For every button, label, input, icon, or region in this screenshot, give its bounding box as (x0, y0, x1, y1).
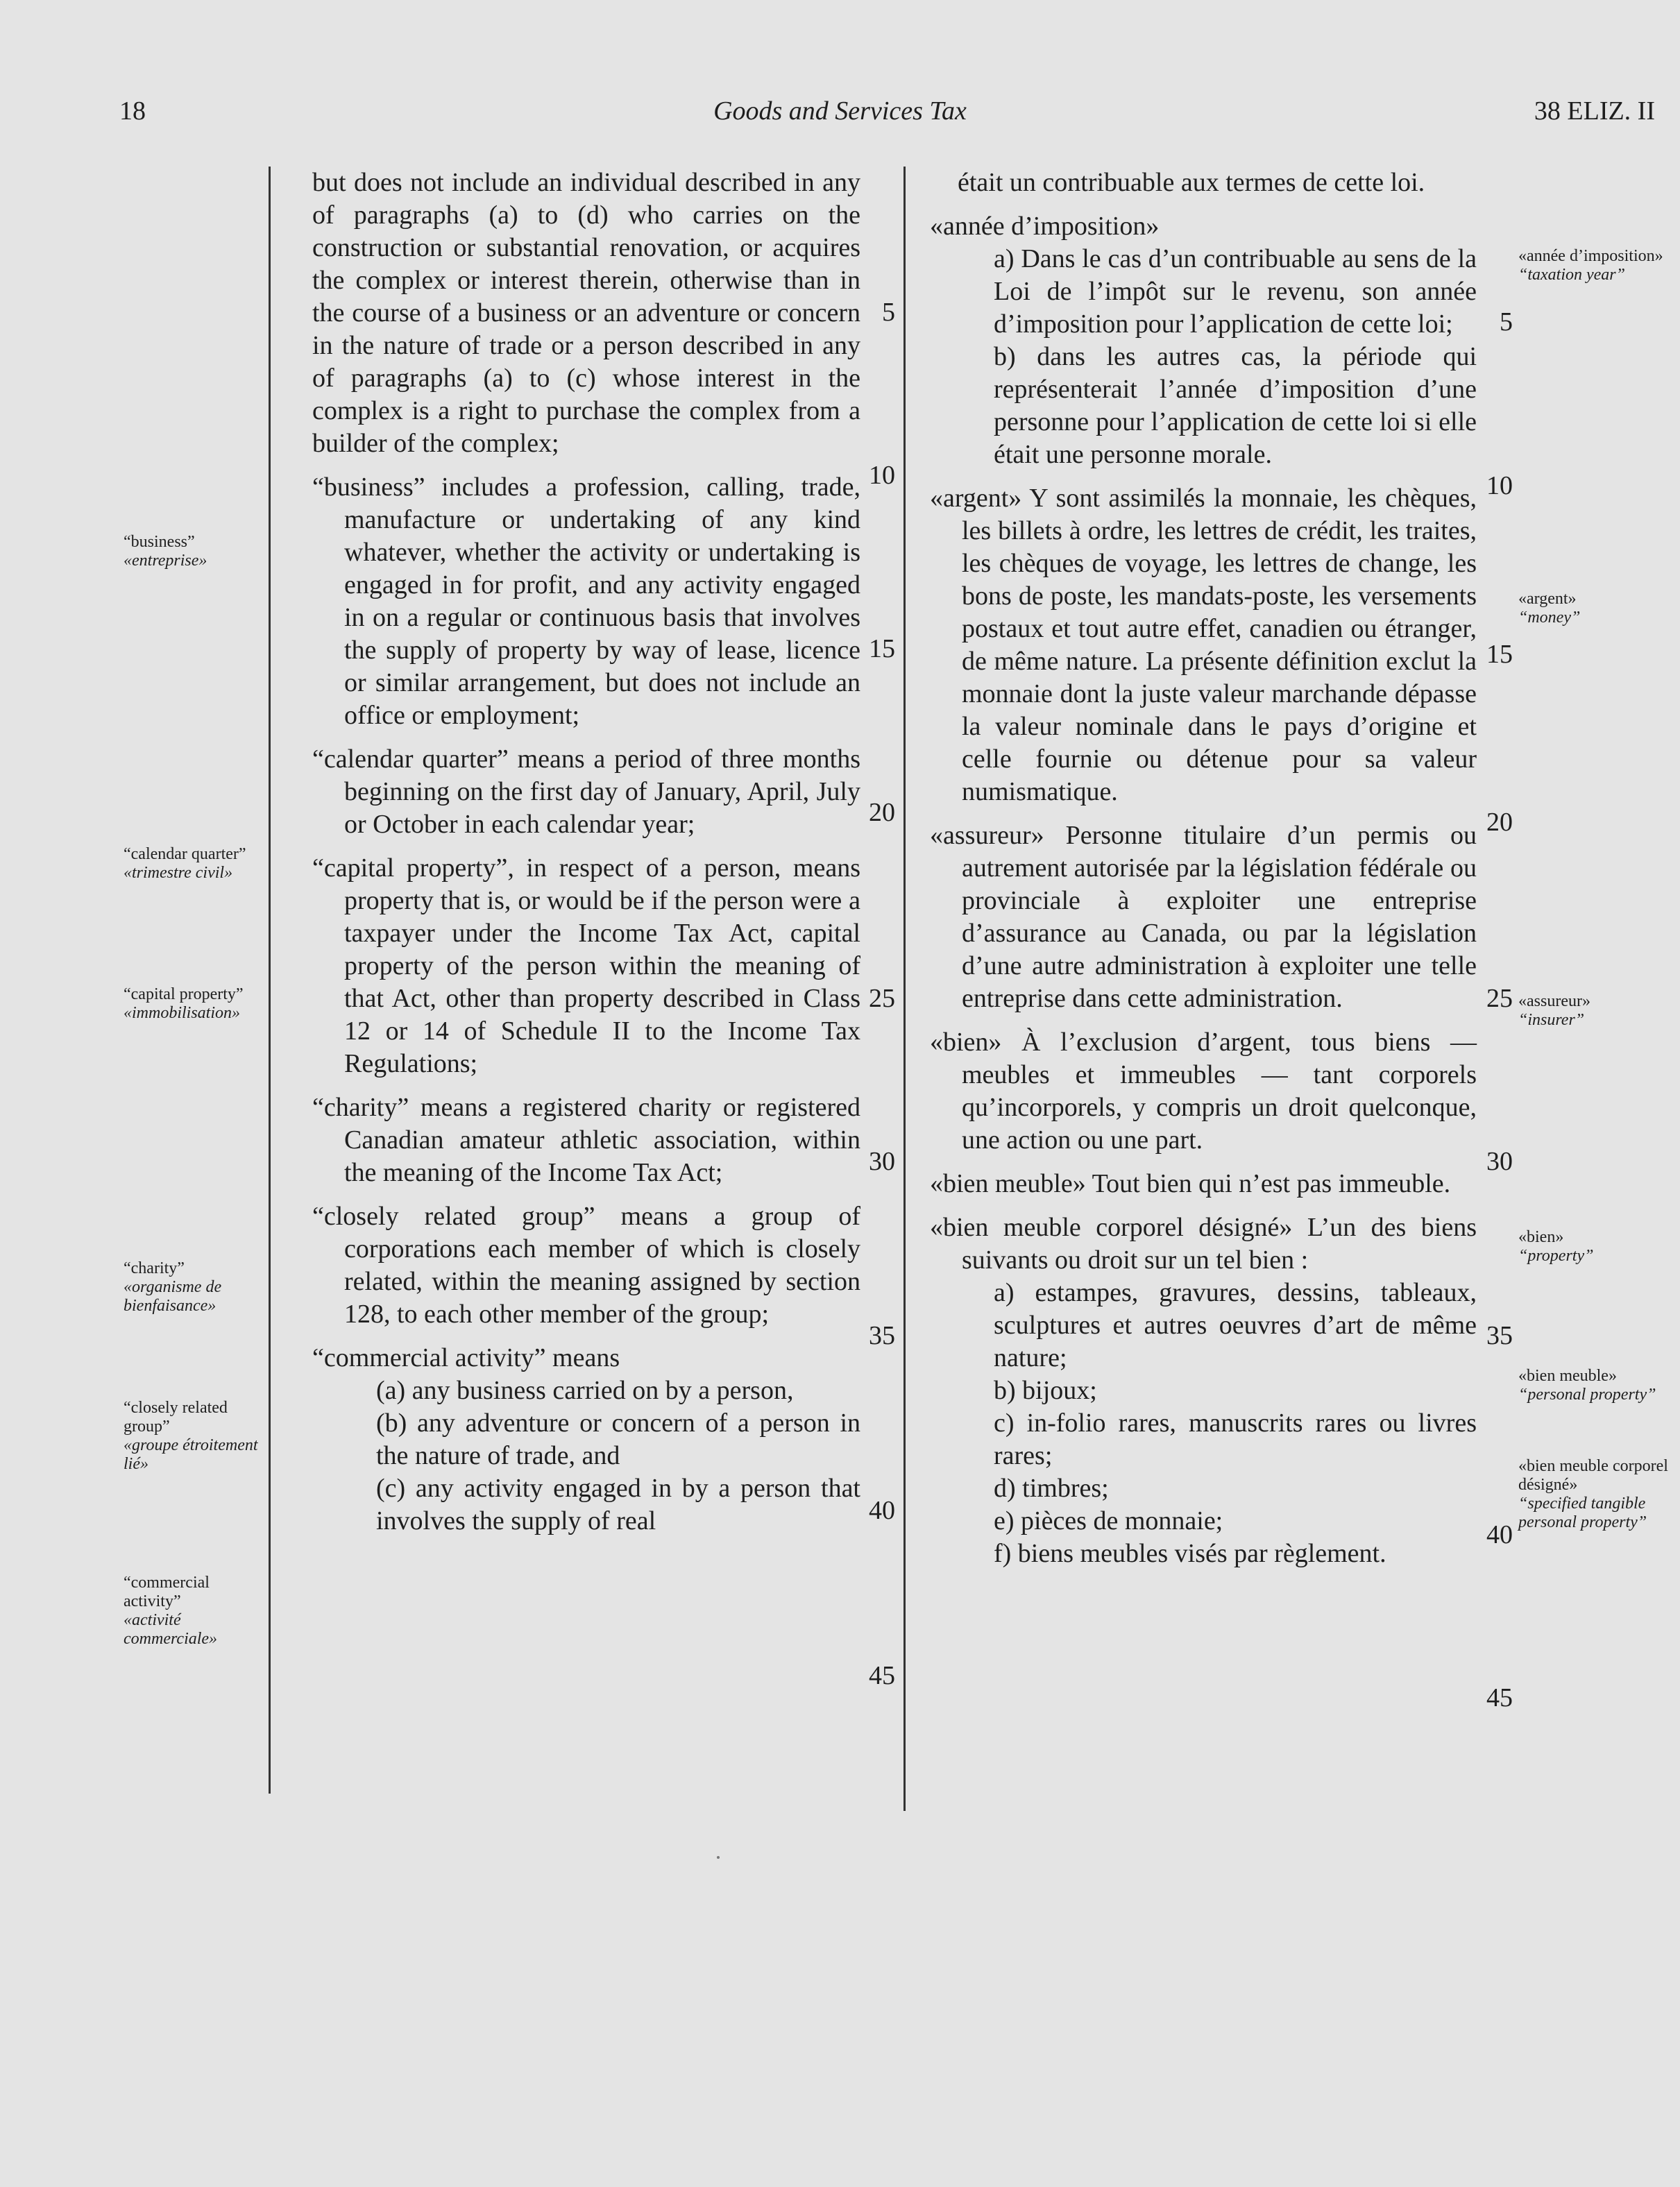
line-number: 15 (1486, 640, 1513, 669)
margin-note-commercial-activity (124, 1574, 262, 1649)
line-number: 30 (1486, 1147, 1513, 1176)
margin-note-capital-property (124, 985, 248, 1023)
margin-note-fr: «bien meuble» (1518, 1367, 1617, 1385)
paragraph-c: (c) any activity engaged in by a person that involves the supply of real (376, 1474, 860, 1535)
line-number: 20 (869, 798, 895, 827)
line-number: 5 (1500, 307, 1513, 337)
margin-note-en: “personal property” (1518, 1386, 1656, 1404)
alinea-a: a) estampes, gravures, dessins, tableaux, sculptures et autres oeuvres d’art de même nature; (994, 1278, 1477, 1372)
alinea-c: c) in-folio rares, manuscrits rares ou livres rares; (994, 1409, 1477, 1470)
margin-note-closely-related-group (124, 1399, 262, 1474)
def-bmcd-head: «bien meuble corporel désigné» L’un des biens suivants ou droit sur un tel bien : (930, 1213, 1477, 1275)
alinea-d: d) timbres; (994, 1474, 1109, 1503)
margin-note-fr: «bien meuble corporel désigné» (1518, 1457, 1668, 1494)
def-annee-imposition-head: «année d’imposition» (930, 212, 1160, 241)
paragraph-a: (a) any business carried on by a person, (376, 1376, 794, 1405)
def-bien: «bien» À l’exclusion d’argent, tous biens — meubles et immeubles — tant corporels qu’incorporels, y compris un droit quelconque, une action ou une part. (930, 1028, 1477, 1155)
margin-note-fr: «trimestre civil» (124, 864, 233, 882)
line-number: 45 (1486, 1683, 1513, 1712)
margin-note-fr: «entreprise» (124, 552, 207, 570)
margin-note-fr: «assureur» (1518, 992, 1590, 1010)
def-annee-imposition (930, 210, 1477, 471)
line-number: 25 (1486, 984, 1513, 1013)
center-column-rule (903, 167, 906, 1811)
def-closely-related-group: “closely related group” means a group of corporations each member of which is closely related, within the meaning assigned by section 128, to each other member of the group; (312, 1202, 860, 1329)
def-assureur: «assureur» Personne titulaire d’un permis ou autrement autorisée par la législation fédérale ou provinciale à exploiter une entreprise d’assurance au Canada, ou par la législation d’une autre administration à exploiter une telle entreprise dans cette administration. (930, 821, 1477, 1013)
margin-note-en: “taxation year” (1518, 266, 1625, 284)
alinea-f: f) biens meubles visés par règlement. (994, 1539, 1386, 1568)
def-argent: «argent» Y sont assimilés la monnaie, les chèques, les billets à ordre, les lettres de crédit, les traites, les chèques de voyage, les lettres de change, les bons de poste, les mandats-poste, les versements postaux et tout autre effet, canadien ou étranger, de même nature. La présente définition exclut la monnaie dont la juste valeur marchande dépasse la valeur nominale dans le pays d’origine et celle fournie ou détenue pour sa valeur numismatique. (930, 484, 1477, 806)
margin-note-en: “capital property” (124, 985, 244, 1003)
margin-note-fr: «bien» (1518, 1228, 1564, 1246)
margin-note-en: “business” (124, 533, 195, 551)
margin-note-calendar-quarter (124, 845, 262, 883)
line-number: 25 (869, 984, 895, 1013)
line-number: 40 (869, 1496, 895, 1525)
margin-note-assureur (1518, 992, 1678, 1030)
margin-note-fr: «année d’imposition» (1518, 247, 1663, 265)
line-number: 40 (1486, 1520, 1513, 1549)
margin-note-bien-meuble-corporel-designe (1518, 1457, 1678, 1532)
line-number: 35 (1486, 1321, 1513, 1350)
french-intro: était un contribuable aux termes de cette loi. (958, 168, 1425, 197)
def-commercial-activity-head: “commercial activity” means (312, 1343, 620, 1372)
alinea-a: a) Dans le cas d’un contribuable au sens de la Loi de l’impôt sur le revenu, son année d’imposition pour l’application de cette loi; (994, 244, 1477, 339)
margin-note-fr: «argent» (1518, 590, 1577, 608)
margin-note-fr: «activité commerciale» (124, 1611, 218, 1648)
alinea-b: b) bijoux; (994, 1376, 1097, 1405)
line-number: 15 (869, 634, 895, 663)
print-speck (717, 1856, 720, 1859)
english-intro: but does not include an individual described in any of paragraphs (a) to (d) who carries on the construction or substantial renovation, or acquires the complex or interest therein, otherwise than in the course of a business or an adventure or concern in the nature of trade or a person described in any of paragraphs (a) to (c) whose interest in the complex is a right to purchase the complex from a builder of the complex; (312, 168, 860, 458)
french-column (930, 167, 1477, 1581)
margin-note-fr: «groupe étroitement lié» (124, 1436, 258, 1473)
def-business: “business” includes a profession, calling, trade, manufacture or undertaking of any kind whatever, whether the activity or undertaking is engaged in for profit, and any activity engaged in on a regular or continuous basis that involves the supply of property by way of lease, licence or similar arrangement, but does not include an office or employment; (312, 473, 860, 730)
line-number: 45 (869, 1661, 895, 1690)
margin-note-bien (1518, 1228, 1678, 1266)
def-charity: “charity” means a registered charity or registered Canadian amateur athletic association, within the meaning of the Income Tax Act; (312, 1093, 860, 1187)
line-number: 5 (882, 298, 895, 327)
def-bien-meuble: «bien meuble» Tout bien qui n’est pas immeuble. (930, 1169, 1451, 1198)
margin-note-en: “property” (1518, 1247, 1594, 1265)
margin-note-en: “insurer” (1518, 1011, 1585, 1029)
paragraph-b: (b) any adventure or concern of a person in the nature of trade, and (376, 1409, 860, 1470)
margin-note-argent (1518, 590, 1678, 627)
margin-note-business (124, 533, 262, 570)
margin-note-en: “charity” (124, 1259, 185, 1277)
margin-note-bien-meuble (1518, 1367, 1678, 1404)
alinea-b: b) dans les autres cas, la période qui représenterait l’année d’imposition d’une personne pour l’application de cette loi si elle était une personne morale. (994, 342, 1477, 469)
line-number: 10 (1486, 471, 1513, 500)
def-capital-property: “capital property”, in respect of a person, means property that is, or would be if the person were a taxpayer under the Income Tax Act, capital property of the person within the meaning of that Act, other than property described in Class 12 or 14 of Schedule II to the Income Tax Regulations; (312, 853, 860, 1078)
margin-note-en: “specified tangible personal property” (1518, 1495, 1647, 1531)
margin-note-en: “commercial activity” (124, 1574, 210, 1610)
margin-note-en: “money” (1518, 609, 1581, 627)
margin-note-fr: «organisme de bienfaisance» (124, 1278, 222, 1315)
line-number: 35 (869, 1321, 895, 1350)
line-number: 30 (869, 1147, 895, 1176)
line-number: 20 (1486, 808, 1513, 837)
margin-note-en: “calendar quarter” (124, 845, 246, 863)
alinea-e: e) pièces de monnaie; (994, 1506, 1223, 1535)
left-column-rule (269, 167, 271, 1794)
margin-note-fr: «immobilisation» (124, 1004, 241, 1022)
margin-note-charity (124, 1259, 262, 1316)
regnal-year: 38 ELIZ. II (1534, 96, 1655, 126)
def-calendar-quarter: “calendar quarter” means a period of three months beginning on the first day of January, April, July or October in each calendar year; (312, 744, 860, 839)
margin-note-en: “closely related group” (124, 1399, 228, 1436)
page-number: 18 (119, 96, 146, 126)
margin-note-annee-imposition (1518, 247, 1678, 284)
def-bien-meuble-corporel-designe (930, 1211, 1477, 1570)
line-number: 10 (869, 461, 895, 490)
page-title: Goods and Services Tax (713, 96, 967, 126)
def-commercial-activity (312, 1342, 860, 1538)
english-column (312, 167, 860, 1538)
